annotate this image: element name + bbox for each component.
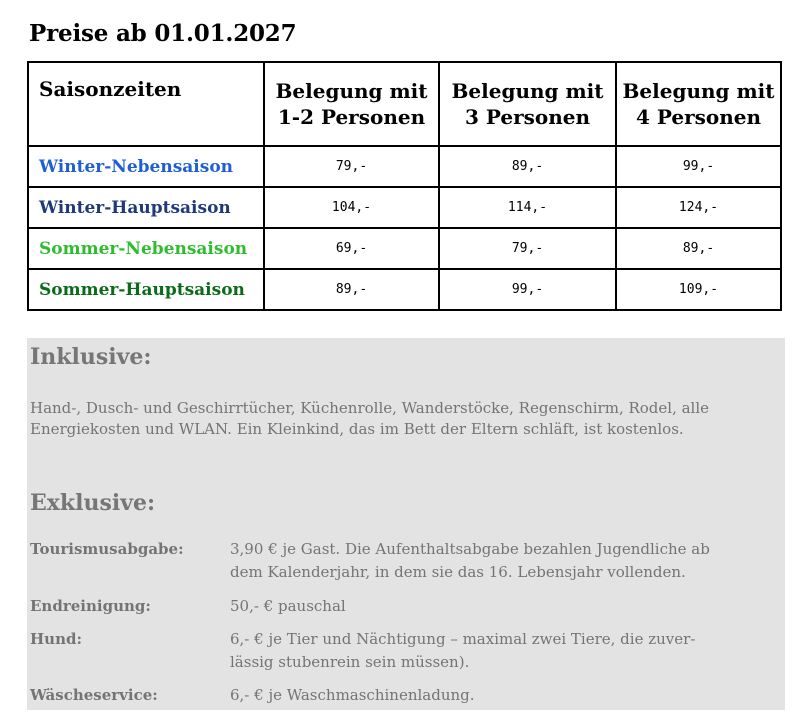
exklusive-label: Endreinigung: [30, 597, 151, 615]
exklusive-value [230, 595, 770, 618]
exklusive-label: Wäscheservice: [30, 686, 158, 704]
price-table [27, 61, 782, 311]
exklusive-value [230, 538, 770, 584]
exklusive-value-line: 3,90 € je Gast. Die Aufenthaltsabgabe bezahlen Jugendliche ab [230, 540, 710, 558]
exklusive-value-line: 50,- € pauschal [230, 597, 346, 615]
exklusive-value-line: lässig stubenrein sein müssen). [230, 653, 470, 671]
price-cell: 99,- [616, 146, 781, 187]
price-cell: 114,- [439, 187, 616, 228]
header-label: 1-2 Personen [277, 105, 426, 129]
price-cell: 89,- [439, 146, 616, 187]
season-name: Winter-Hauptsaison [28, 187, 264, 228]
inklusive-line: Energiekosten und WLAN. Ein Kleinkind, das im Bett der Eltern schläft, ist kostenlos. [30, 420, 684, 438]
price-cell: 79,- [264, 146, 439, 187]
price-cell: 109,- [616, 269, 781, 310]
exklusive-value-line: 6,- € je Waschmaschinenladung. [230, 686, 475, 704]
header-label: 3 Personen [464, 105, 591, 129]
table-row [28, 146, 781, 187]
inklusive-text [30, 398, 785, 440]
header-label: 4 Personen [635, 105, 762, 129]
header-3-personen [439, 62, 616, 146]
season-name: Sommer-Nebensaison [28, 228, 264, 269]
table-row [28, 228, 781, 269]
exklusive-value-line: 6,- € je Tier und Nächtigung – maximal zwei Tiere, die zuver- [230, 630, 696, 648]
page-title: Preise ab 01.01.2027 [29, 20, 297, 47]
price-cell: 104,- [264, 187, 439, 228]
exklusive-value [230, 684, 770, 707]
header-label: Saisonzeiten [39, 77, 182, 101]
header-label: Belegung mit [451, 79, 604, 103]
table-header-row [28, 62, 781, 146]
price-cell: 69,- [264, 228, 439, 269]
info-box [27, 338, 785, 710]
header-saisonzeiten [28, 62, 264, 146]
price-cell: 79,- [439, 228, 616, 269]
header-label: Belegung mit [622, 79, 775, 103]
exklusive-heading: Exklusive: [30, 490, 156, 516]
season-name: Winter-Nebensaison [28, 146, 264, 187]
exklusive-label: Tourismusabgabe: [30, 540, 184, 558]
table-row [28, 187, 781, 228]
header-4-personen [616, 62, 781, 146]
inklusive-heading: Inklusive: [30, 344, 152, 370]
table-row [28, 269, 781, 310]
price-cell: 99,- [439, 269, 616, 310]
price-cell: 89,- [616, 228, 781, 269]
exklusive-value-line: dem Kalenderjahr, in dem sie das 16. Lebensjahr vollenden. [230, 563, 686, 581]
header-1-2-personen [264, 62, 439, 146]
exklusive-value [230, 628, 770, 674]
price-cell: 124,- [616, 187, 781, 228]
season-name: Sommer-Hauptsaison [28, 269, 264, 310]
price-cell: 89,- [264, 269, 439, 310]
exklusive-label: Hund: [30, 630, 83, 648]
inklusive-line: Hand-, Dusch- und Geschirrtücher, Küchenrolle, Wanderstöcke, Regenschirm, Rodel, alle [30, 399, 710, 417]
header-label: Belegung mit [275, 79, 428, 103]
